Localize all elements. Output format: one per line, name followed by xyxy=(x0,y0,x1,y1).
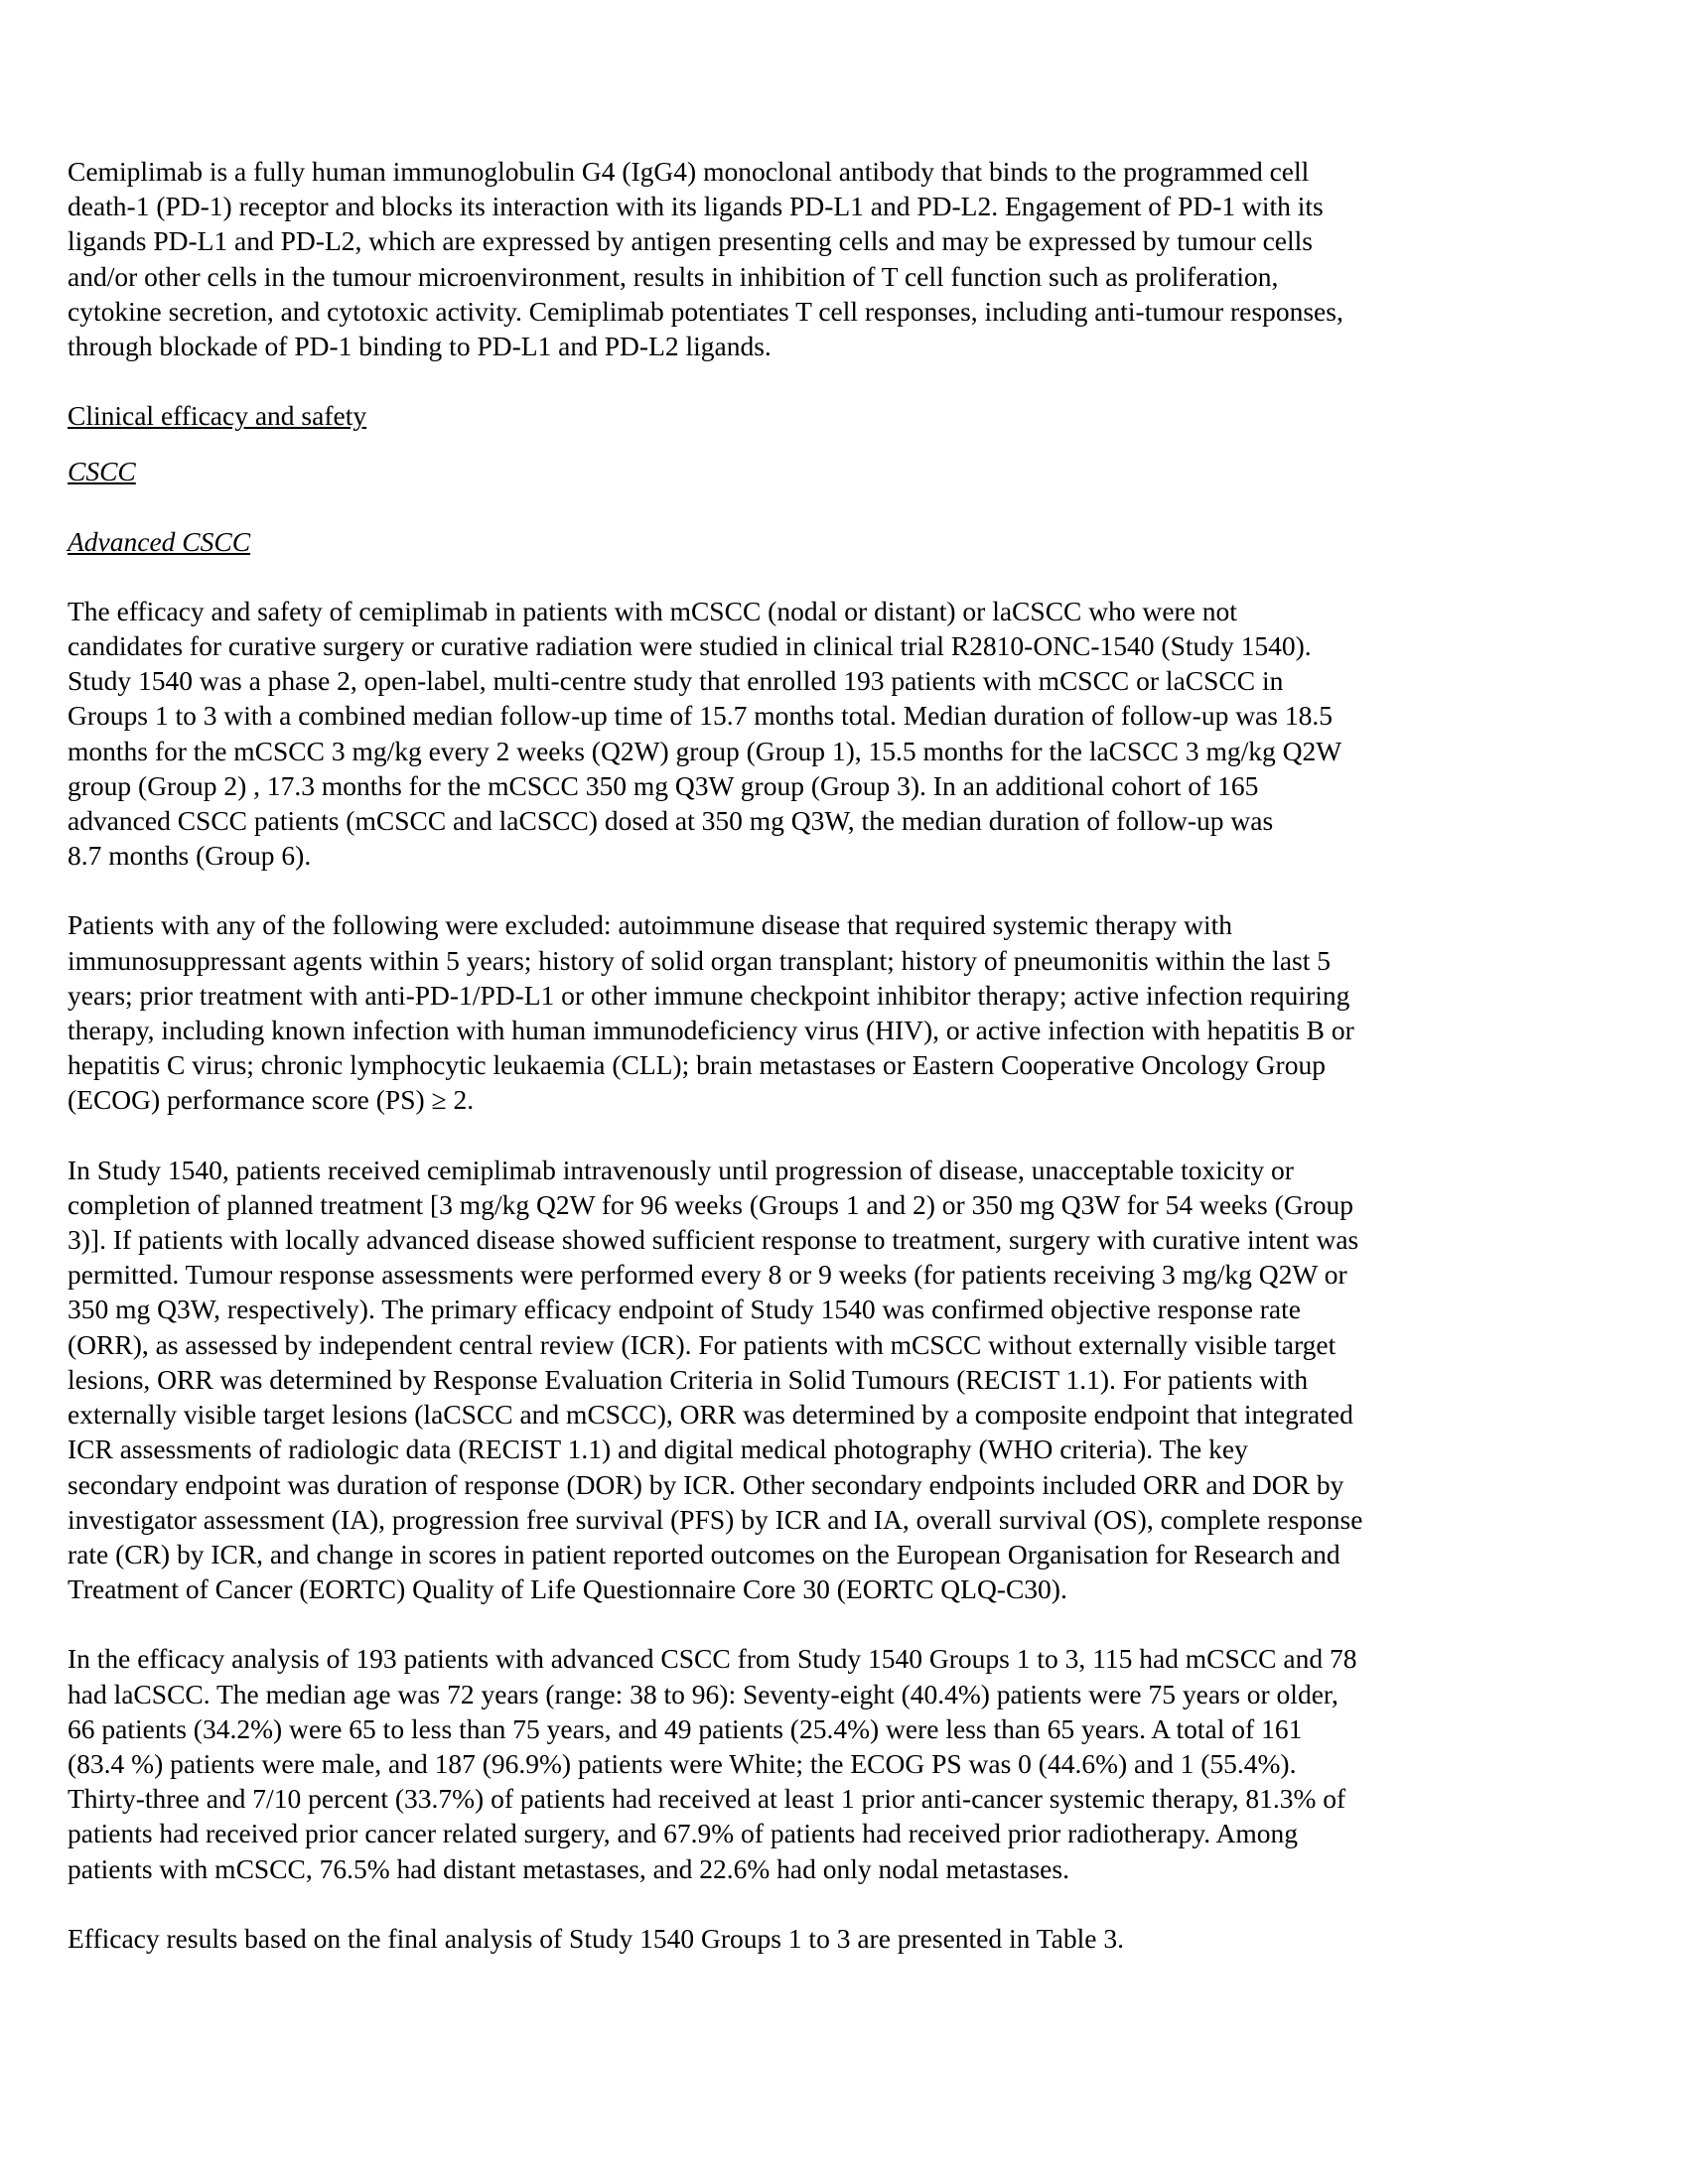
text-line: Cemiplimab is a fully human immunoglobulin G4 (IgG4) monoclonal antibody that binds to the programmed cell xyxy=(68,156,1310,187)
text-line: 3)]. If patients with locally advanced disease showed sufficient response to treatment, surgery with curative intent was xyxy=(68,1224,1359,1256)
heading-advanced-cscc: Advanced CSCC xyxy=(68,525,251,557)
text-line: had laCSCC. The median age was 72 years (range: 38 to 96): Seventy-eight (40.4%) patients were 75 years or older, xyxy=(68,1678,1338,1709)
text-line: investigator assessment (IA), progression free survival (PFS) by ICR and IA, overall survival (OS), complete response xyxy=(68,1503,1363,1535)
efficacy-results-paragraph xyxy=(68,1921,1527,1956)
text-line: ICR assessments of radiologic data (RECIST 1.1) and digital medical photography (WHO criteria). The key xyxy=(68,1433,1248,1465)
text-line: hepatitis C virus; chronic lymphocytic leukaemia (CLL); brain metastases or Eastern Cooperative Oncology Group xyxy=(68,1049,1326,1081)
text-line: Patients with any of the following were excluded: autoimmune disease that required systemic therapy with xyxy=(68,909,1233,941)
study-design-paragraph xyxy=(68,594,1527,874)
heading-clinical-efficacy: Clinical efficacy and safety xyxy=(68,400,367,432)
text-line: Efficacy results based on the final analysis of Study 1540 Groups 1 to 3 are presented in Table 3. xyxy=(68,1922,1124,1954)
heading-cscc: CSCC xyxy=(68,456,136,487)
text-line: secondary endpoint was duration of response (DOR) by ICR. Other secondary endpoints included ORR and DOR by xyxy=(68,1468,1344,1500)
text-line: externally visible target lesions (laCSCC and mCSCC), ORR was determined by a composite endpoint that integrated xyxy=(68,1399,1353,1431)
text-line: candidates for curative surgery or curative radiation were studied in clinical trial R2810-ONC-1540 (Study 1540). xyxy=(68,630,1312,662)
text-line: years; prior treatment with anti-PD-1/PD-L1 or other immune checkpoint inhibitor therapy; active infection requiring xyxy=(68,979,1350,1011)
text-line: 66 patients (34.2%) were 65 to less than 75 years, and 49 patients (25.4%) were less than 65 years. A total of 161 xyxy=(68,1712,1303,1744)
text-line: Treatment of Cancer (EORTC) Quality of Life Questionnaire Core 30 (EORTC QLQ-C30). xyxy=(68,1573,1067,1605)
text-line: 8.7 months (Group 6). xyxy=(68,840,312,872)
text-line: group (Group 2) , 17.3 months for the mCSCC 350 mg Q3W group (Group 3). In an additional cohort of 165 xyxy=(68,769,1259,801)
text-line: rate (CR) by ICR, and change in scores in patient reported outcomes on the European Organisation for Research and xyxy=(68,1538,1340,1570)
text-line: therapy, including known infection with human immunodeficiency virus (HIV), or active infection with hepatitis B or xyxy=(68,1015,1354,1046)
text-line: (ECOG) performance score (PS) ≥ 2. xyxy=(68,1084,475,1116)
text-line: months for the mCSCC 3 mg/kg every 2 weeks (Q2W) group (Group 1), 15.5 months for the laCSCC 3 mg/kg Q2W xyxy=(68,735,1342,766)
document-page xyxy=(68,154,1527,1990)
text-line: 350 mg Q3W, respectively). The primary efficacy endpoint of Study 1540 was confirmed objective response rate xyxy=(68,1294,1301,1325)
text-line: Study 1540 was a phase 2, open-label, multi-centre study that enrolled 193 patients with mCSCC or laCSCC in xyxy=(68,665,1284,697)
text-line: completion of planned treatment [3 mg/kg Q2W for 96 weeks (Groups 1 and 2) or 350 mg Q3W for 54 weeks (Group xyxy=(68,1188,1354,1220)
text-line: and/or other cells in the tumour microenvironment, results in inhibition of T cell function such as proliferation, xyxy=(68,260,1279,292)
text-line: lesions, ORR was determined by Response Evaluation Criteria in Solid Tumours (RECIST 1.1). For patients with xyxy=(68,1363,1309,1395)
text-line: Groups 1 to 3 with a combined median follow-up time of 15.7 months total. Median duration of follow-up was 18.5 xyxy=(68,700,1333,732)
text-line: death-1 (PD-1) receptor and blocks its interaction with its ligands PD-L1 and PD-L2. Engagement of PD-1 with its xyxy=(68,191,1324,222)
treatment-paragraph xyxy=(68,1153,1527,1607)
text-line: In Study 1540, patients received cemiplimab intravenously until progression of disease, unacceptable toxicity or xyxy=(68,1154,1294,1185)
text-line: patients had received prior cancer related surgery, and 67.9% of patients had received prior radiotherapy. Among xyxy=(68,1818,1299,1849)
text-line: immunosuppressant agents within 5 years; history of solid organ transplant; history of pneumonitis within the last 5 xyxy=(68,944,1331,976)
text-line: Thirty-three and 7/10 percent (33.7%) of patients had received at least 1 prior anti-cancer systemic therapy, 81.3% of xyxy=(68,1783,1346,1815)
intro-paragraph xyxy=(68,154,1527,363)
text-line: patients with mCSCC, 76.5% had distant metastases, and 22.6% had only nodal metastases. xyxy=(68,1852,1069,1884)
text-line: permitted. Tumour response assessments were performed every 8 or 9 weeks (for patients receiving 3 mg/kg Q2W or xyxy=(68,1259,1347,1291)
text-line: through blockade of PD-1 binding to PD-L1 and PD-L2 ligands. xyxy=(68,331,772,362)
text-line: advanced CSCC patients (mCSCC and laCSCC) dosed at 350 mg Q3W, the median duration of follow-up was xyxy=(68,805,1274,837)
text-line: (83.4 %) patients were male, and 187 (96.9%) patients were White; the ECOG PS was 0 (44.6%) and 1 (55.4%). xyxy=(68,1747,1297,1779)
text-line: ligands PD-L1 and PD-L2, which are expressed by antigen presenting cells and may be expressed by tumour cells xyxy=(68,225,1313,257)
text-line: In the efficacy analysis of 193 patients with advanced CSCC from Study 1540 Groups 1 to 3, 115 had mCSCC and 78 xyxy=(68,1643,1357,1675)
text-line: cytokine secretion, and cytotoxic activity. Cemiplimab potentiates T cell responses, including anti-tumour responses, xyxy=(68,295,1343,327)
text-line: (ORR), as assessed by independent central review (ICR). For patients with mCSCC without externally visible target xyxy=(68,1328,1336,1360)
text-line: The efficacy and safety of cemiplimab in patients with mCSCC (nodal or distant) or laCSCC who were not xyxy=(68,595,1237,626)
exclusion-paragraph xyxy=(68,907,1527,1117)
demographics-paragraph xyxy=(68,1641,1527,1885)
